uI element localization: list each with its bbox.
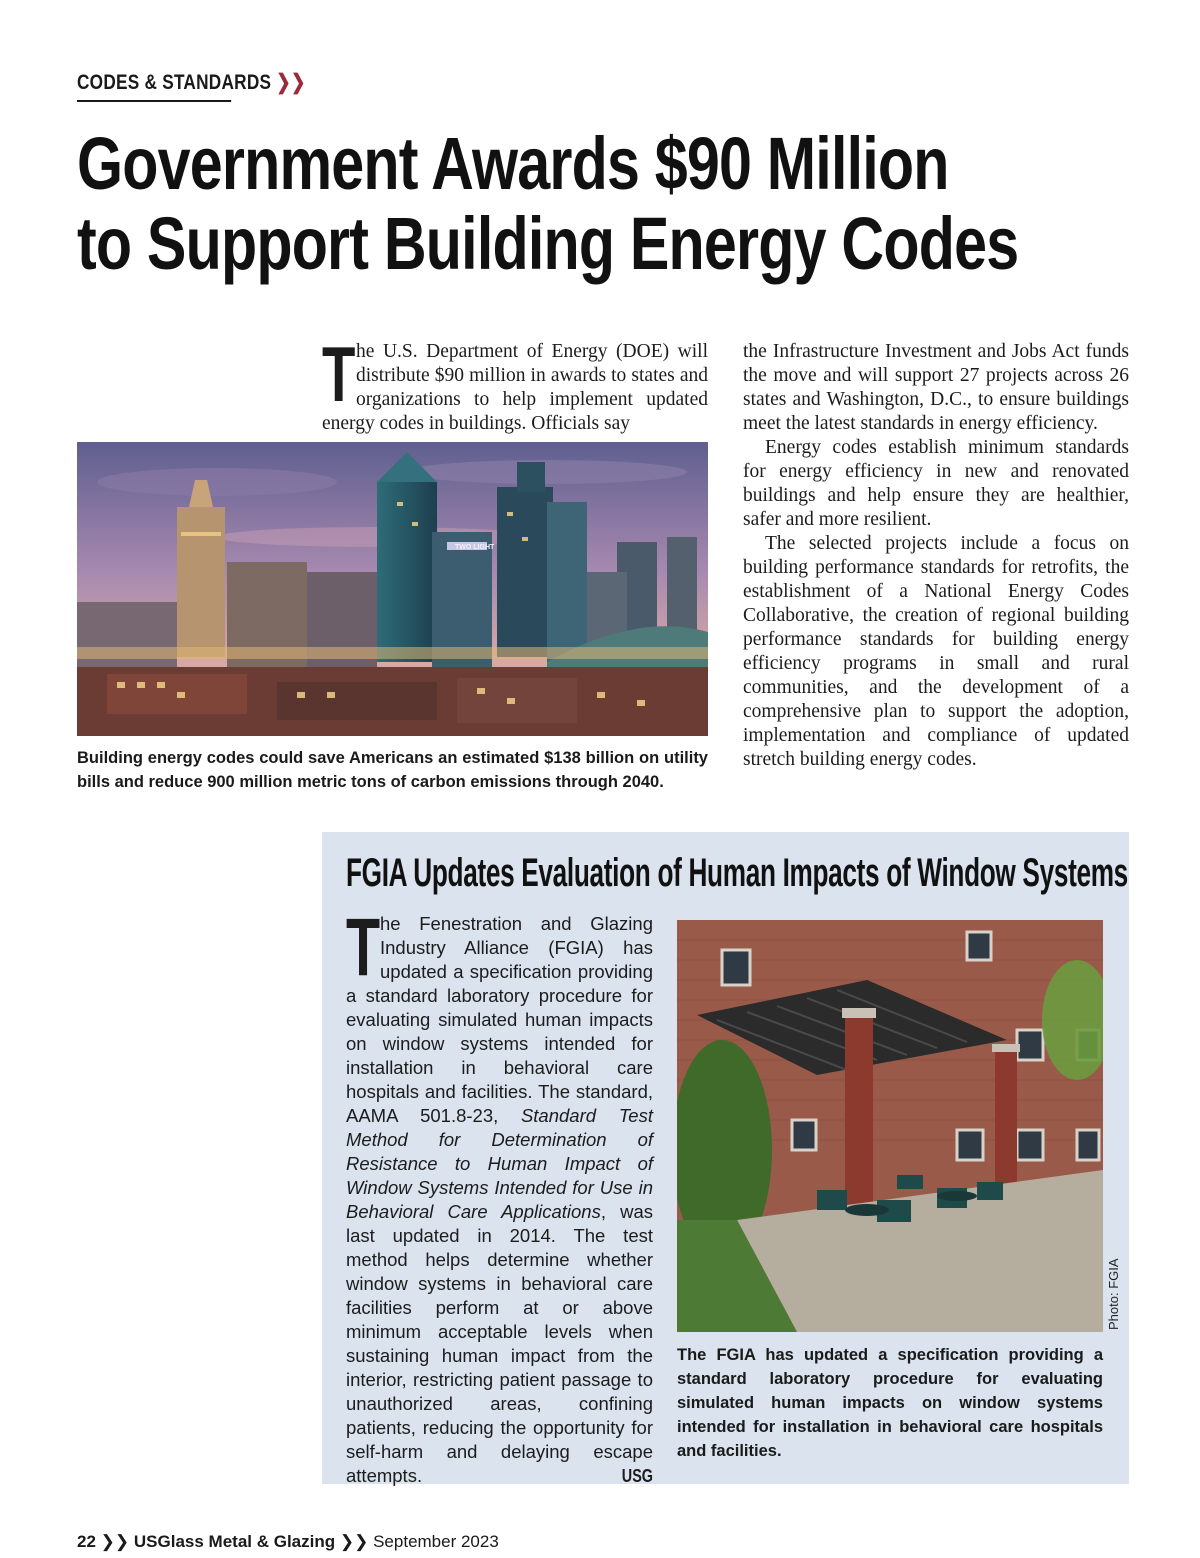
standard-title: Standard Test Method for Determination of Resistance to Human Impact of Window Systems Intended for Use in Behavioral Care Applications bbox=[346, 1105, 653, 1222]
page-title bbox=[77, 122, 1019, 285]
headline-line-2: to Support Building Energy Codes bbox=[77, 202, 1019, 285]
sidebar-body bbox=[346, 902, 653, 1488]
article-paragraph: Energy codes establish minimum standards for energy efficiency in new and renovated buildings and help ensure they are healthier, safer and more resilient. bbox=[743, 437, 1129, 530]
page-number: 22 bbox=[77, 1532, 96, 1551]
intro-text: he U.S. Department of Energy (DOE) will distribute $90 million in awards to states and organizations to help implement updated energy codes in buildings. Officials say bbox=[322, 341, 708, 434]
patio-pergola-photo bbox=[677, 920, 1103, 1332]
drop-cap: T bbox=[346, 902, 381, 993]
article-column-right bbox=[743, 340, 1129, 772]
photo-credit bbox=[1106, 1314, 1200, 1330]
footer-separator-icon: ❯❯ bbox=[339, 1532, 369, 1551]
page-footer bbox=[77, 1532, 499, 1552]
issue-date: September 2023 bbox=[373, 1532, 499, 1551]
publication-name: USGlass Metal & Glazing bbox=[133, 1532, 336, 1551]
sidebar-title: FGIA Updates Evaluation of Human Impacts of Window Systems bbox=[346, 851, 1128, 895]
headline-line-1: Government Awards $90 Million bbox=[77, 122, 949, 205]
sidebar-text-after: , was last updated in 2014. The test method helps determine whether window systems in behavioral care facilities perform at or above minimum acceptable levels when sustaining human impact from the interior, restricting patient passage to unauthorized areas, confining patients, reducing the opportunity for self-harm and delaying escape attempts. bbox=[346, 1201, 653, 1486]
author-signature: USG bbox=[621, 1466, 653, 1486]
patio-photo-caption: The FGIA has updated a specification providing a standard laboratory procedure for evaluating simulated human impacts on window systems intended for installation in behavioral care hospitals and facilities. bbox=[677, 1346, 1103, 1460]
city-photo-caption: Building energy codes could save Americans an estimated $138 billion on utility bills and reduce 900 million metric tons of carbon emissions through 2040. bbox=[77, 749, 708, 791]
chevron-icon: ❯❯ bbox=[276, 71, 306, 94]
sidebar-text-before: he Fenestration and Glazing Industry Alliance (FGIA) has updated a specification providing a standard laboratory procedure for evaluating simulated human impacts on window systems intended for installation in behavioral care hospitals and facilities. The standard, AAMA 501.8-23, bbox=[346, 913, 653, 1126]
article-intro bbox=[322, 330, 708, 436]
article-paragraph: The selected projects include a focus on building performance standards for retrofits, the establishment of a National Energy Codes Collaborative, the creation of regional building performance standards for building energy efficiency programs in small and rural communities, and the development of a comprehensive plan to support the adoption, implementation and compliance of updated stretch building energy codes. bbox=[743, 533, 1129, 770]
section-label bbox=[77, 70, 306, 102]
footer-separator-icon: ❯❯ bbox=[100, 1532, 130, 1551]
building-sign-text: TWO LIGHT bbox=[455, 544, 495, 551]
article-paragraph: the Infrastructure Investment and Jobs Act funds the move and will support 27 projects across 26 states and Washington, D.C., to ensure buildings meet the latest standards in energy efficiency. bbox=[743, 341, 1129, 434]
section-label-text: CODES & STANDARDS bbox=[77, 71, 272, 94]
city-skyline-photo bbox=[77, 442, 708, 736]
drop-cap: T bbox=[322, 330, 356, 418]
